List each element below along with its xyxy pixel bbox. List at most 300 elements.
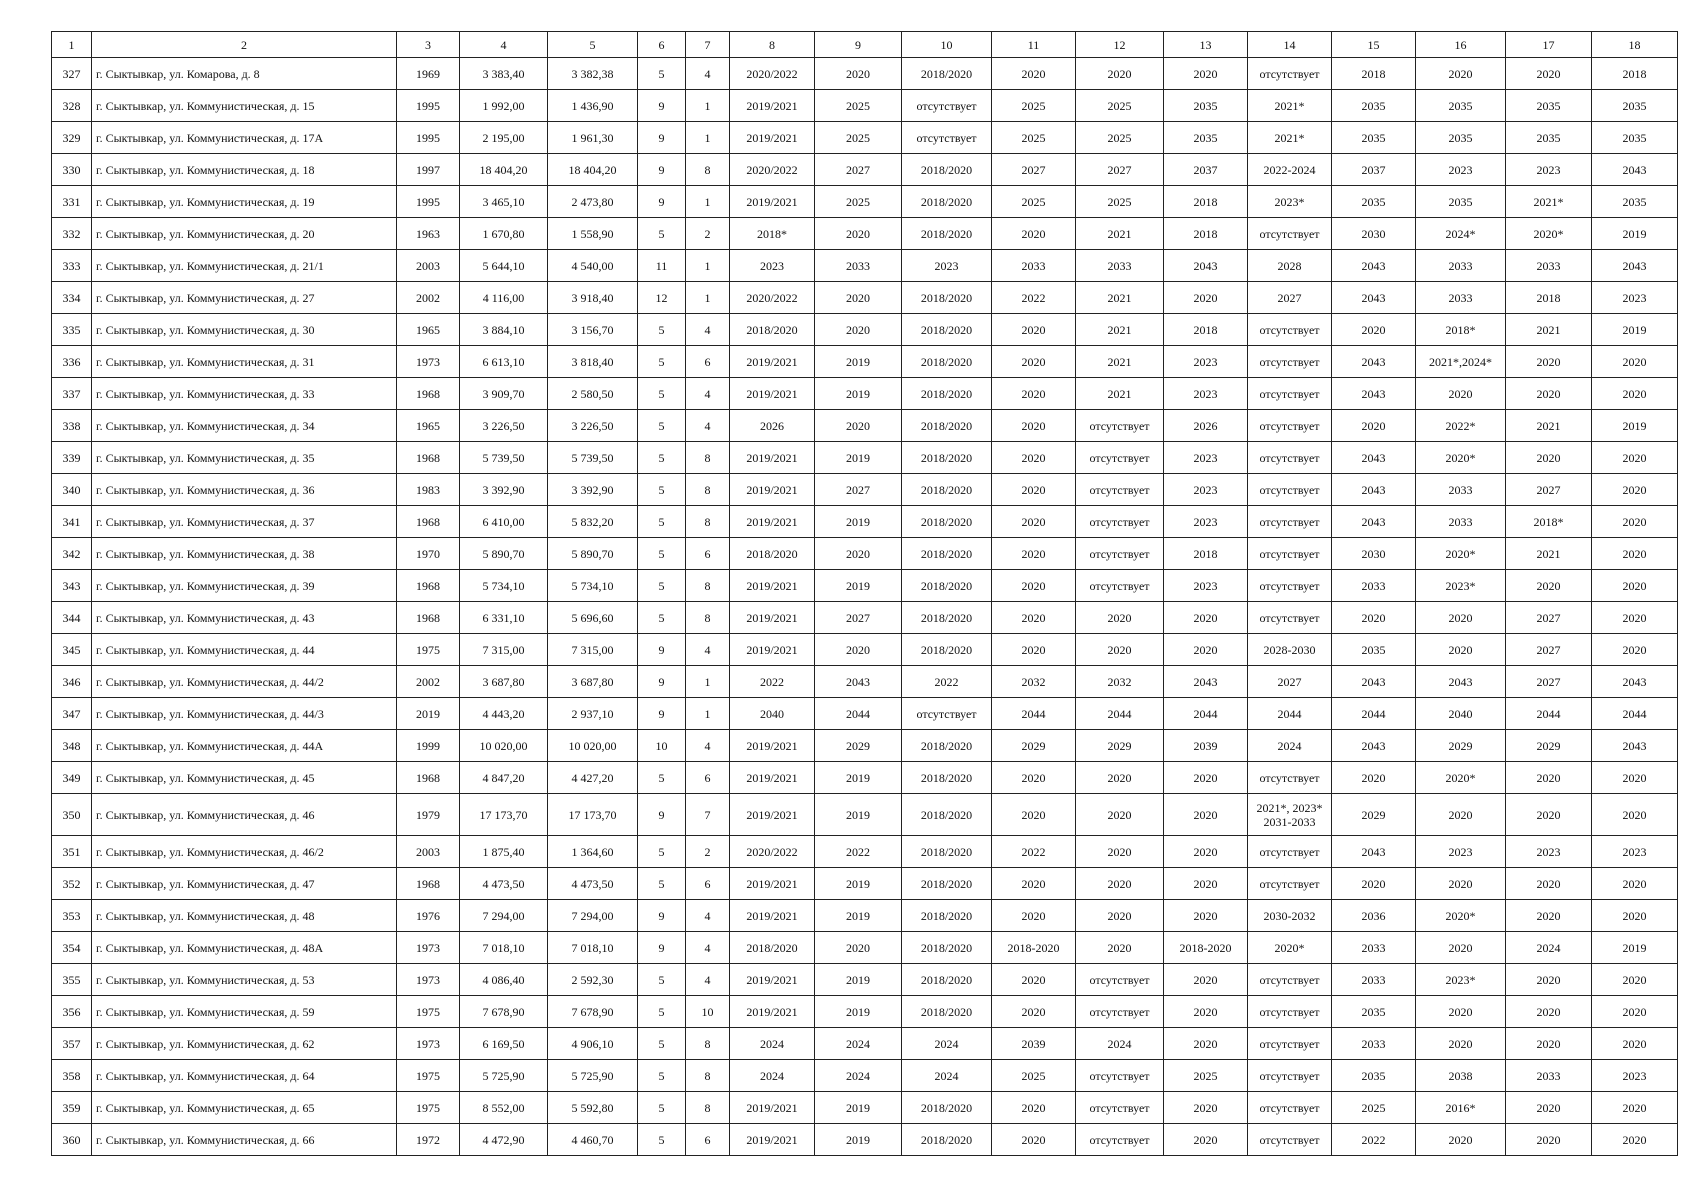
- table-cell: 7 315,00: [460, 634, 548, 666]
- address-cell: г. Сыктывкар, ул. Коммунистическая, д. 20: [92, 218, 397, 250]
- table-cell: отсутствует: [902, 698, 992, 730]
- table-cell: 2025: [815, 186, 902, 218]
- table-cell: 1: [686, 186, 730, 218]
- table-cell: 2029: [992, 730, 1076, 762]
- table-cell: отсутствует: [1248, 346, 1332, 378]
- table-cell: 5: [638, 474, 686, 506]
- address-cell: г. Сыктывкар, ул. Коммунистическая, д. 47: [92, 868, 397, 900]
- table-cell: 9: [638, 900, 686, 932]
- table-cell: 2022: [902, 666, 992, 698]
- table-cell: 2033: [1416, 250, 1506, 282]
- table-cell: 8: [686, 602, 730, 634]
- table-row: [52, 570, 1678, 602]
- table-cell: 5 739,50: [460, 442, 548, 474]
- table-cell: 354: [52, 932, 92, 964]
- table-cell: 2036: [1332, 900, 1416, 932]
- table-cell: 2029: [1332, 794, 1416, 836]
- column-number-cell: 15: [1332, 32, 1416, 58]
- table-cell: 5: [638, 1092, 686, 1124]
- table-cell: 2020: [1332, 762, 1416, 794]
- table-cell: 2027: [992, 154, 1076, 186]
- table-cell: 329: [52, 122, 92, 154]
- table-cell: 4 473,50: [548, 868, 638, 900]
- table-cell: 2020: [1592, 1124, 1678, 1156]
- table-cell: 2028: [1248, 250, 1332, 282]
- table-cell: 2019: [1592, 932, 1678, 964]
- table-cell: 331: [52, 186, 92, 218]
- table-cell: 5: [638, 410, 686, 442]
- table-cell: 6 410,00: [460, 506, 548, 538]
- table-cell: 8: [686, 1060, 730, 1092]
- table-cell: 334: [52, 282, 92, 314]
- table-cell: 1976: [397, 900, 460, 932]
- table-cell: 2020: [1164, 836, 1248, 868]
- table-cell: отсутствует: [1076, 1060, 1164, 1092]
- table-cell: 6 331,10: [460, 602, 548, 634]
- table-cell: 2019/2021: [730, 1092, 815, 1124]
- table-cell: 2023*: [1416, 570, 1506, 602]
- table-cell: 2018/2020: [902, 868, 992, 900]
- table-cell: 2018/2020: [730, 314, 815, 346]
- table-cell: 2019/2021: [730, 900, 815, 932]
- address-cell: г. Сыктывкар, ул. Коммунистическая, д. 43: [92, 602, 397, 634]
- table-cell: 2: [686, 218, 730, 250]
- table-cell: 2020: [1506, 1092, 1592, 1124]
- table-cell: 2020: [992, 868, 1076, 900]
- table-cell: 2043: [1332, 346, 1416, 378]
- table-cell: 2030-2032: [1248, 900, 1332, 932]
- column-number-cell: 18: [1592, 32, 1678, 58]
- column-number-cell: 2: [92, 32, 397, 58]
- table-cell: 2 195,00: [460, 122, 548, 154]
- table-cell: 2021: [1076, 378, 1164, 410]
- table-cell: 1975: [397, 1092, 460, 1124]
- table-cell: 2019: [1592, 218, 1678, 250]
- table-cell: 2018/2020: [902, 410, 992, 442]
- table-cell: 5: [638, 602, 686, 634]
- table-cell: 2018/2020: [902, 346, 992, 378]
- table-cell: 17 173,70: [460, 794, 548, 836]
- table-cell: 2043: [1332, 506, 1416, 538]
- table-cell: 2018/2020: [902, 730, 992, 762]
- table-cell: отсутствует: [1248, 378, 1332, 410]
- table-cell: 2023: [1592, 836, 1678, 868]
- table-cell: 2019/2021: [730, 90, 815, 122]
- table-cell: 2 580,50: [548, 378, 638, 410]
- table-cell: 5: [638, 868, 686, 900]
- table-row: [52, 794, 1678, 836]
- table-cell: 8: [686, 570, 730, 602]
- table-cell: 1983: [397, 474, 460, 506]
- table-cell: 338: [52, 410, 92, 442]
- table-cell: 2027: [815, 474, 902, 506]
- table-cell: 1 558,90: [548, 218, 638, 250]
- table-cell: 2025: [992, 122, 1076, 154]
- table-cell: отсутствует: [1076, 410, 1164, 442]
- table-cell: 2028-2030: [1248, 634, 1332, 666]
- table-cell: 4: [686, 730, 730, 762]
- table-cell: 2019: [815, 378, 902, 410]
- table-cell: 2020*: [1248, 932, 1332, 964]
- table-cell: 2019: [1592, 410, 1678, 442]
- table-row: [52, 58, 1678, 90]
- table-cell: отсутствует: [1248, 474, 1332, 506]
- column-number-cell: 8: [730, 32, 815, 58]
- table-cell: 1963: [397, 218, 460, 250]
- table-cell: 2032: [992, 666, 1076, 698]
- table-cell: 2044: [1592, 698, 1678, 730]
- table-cell: 5: [638, 570, 686, 602]
- address-cell: г. Сыктывкар, ул. Коммунистическая, д. 44/2: [92, 666, 397, 698]
- table-cell: 1975: [397, 634, 460, 666]
- table-cell: 360: [52, 1124, 92, 1156]
- table-cell: отсутствует: [1248, 996, 1332, 1028]
- table-cell: 2020: [992, 1124, 1076, 1156]
- table-cell: 4: [686, 58, 730, 90]
- table-cell: 3 818,40: [548, 346, 638, 378]
- table-cell: 5: [638, 1060, 686, 1092]
- table-row: [52, 996, 1678, 1028]
- table-cell: 2044: [1332, 698, 1416, 730]
- table-cell: 2020: [1592, 634, 1678, 666]
- table-cell: 2023: [1592, 282, 1678, 314]
- table-cell: 2021: [1076, 282, 1164, 314]
- table-cell: 2020: [992, 794, 1076, 836]
- table-cell: 2018: [1164, 218, 1248, 250]
- table-cell: 2019/2021: [730, 1124, 815, 1156]
- table-cell: 328: [52, 90, 92, 122]
- table-cell: 2043: [1332, 730, 1416, 762]
- table-cell: 5 890,70: [460, 538, 548, 570]
- table-cell: 2022-2024: [1248, 154, 1332, 186]
- table-cell: отсутствует: [1248, 570, 1332, 602]
- table-cell: 1 436,90: [548, 90, 638, 122]
- table-cell: 333: [52, 250, 92, 282]
- table-cell: 2039: [1164, 730, 1248, 762]
- table-cell: 2044: [1506, 698, 1592, 730]
- table-cell: 2035: [1332, 996, 1416, 1028]
- column-number-cell: 5: [548, 32, 638, 58]
- table-cell: 2020: [1506, 762, 1592, 794]
- table-cell: 2018: [1164, 538, 1248, 570]
- table-cell: 2020: [1076, 794, 1164, 836]
- table-cell: 2020: [1076, 634, 1164, 666]
- table-cell: 2019/2021: [730, 730, 815, 762]
- table-cell: 5 725,90: [460, 1060, 548, 1092]
- table-cell: 2020: [1164, 964, 1248, 996]
- address-cell: г. Сыктывкар, ул. Коммунистическая, д. 27: [92, 282, 397, 314]
- table-cell: 4 540,00: [548, 250, 638, 282]
- table-cell: 2020: [1076, 932, 1164, 964]
- table-row: [52, 1028, 1678, 1060]
- table-cell: 2035: [1332, 1060, 1416, 1092]
- table-cell: 2044: [1076, 698, 1164, 730]
- table-cell: 2 937,10: [548, 698, 638, 730]
- table-cell: 2023: [902, 250, 992, 282]
- column-number-cell: 12: [1076, 32, 1164, 58]
- table-cell: 2043: [1332, 442, 1416, 474]
- table-cell: отсутствует: [1248, 218, 1332, 250]
- table-cell: отсутствует: [1076, 538, 1164, 570]
- table-cell: 2020: [1506, 378, 1592, 410]
- address-cell: г. Сыктывкар, ул. Коммунистическая, д. 59: [92, 996, 397, 1028]
- table-cell: 2020: [1506, 1028, 1592, 1060]
- address-cell: г. Сыктывкар, ул. Коммунистическая, д. 53: [92, 964, 397, 996]
- table-cell: 2020: [992, 218, 1076, 250]
- table-cell: 1968: [397, 506, 460, 538]
- table-cell: отсутствует: [1248, 58, 1332, 90]
- table-cell: 2043: [1332, 474, 1416, 506]
- table-cell: 9: [638, 794, 686, 836]
- table-cell: 2024: [815, 1028, 902, 1060]
- column-number-cell: 16: [1416, 32, 1506, 58]
- table-cell: 2020: [1592, 602, 1678, 634]
- table-cell: 2018*: [1506, 506, 1592, 538]
- table-cell: 2003: [397, 250, 460, 282]
- table-cell: 4: [686, 964, 730, 996]
- table-cell: 5: [638, 1124, 686, 1156]
- table-cell: 2020: [1164, 1092, 1248, 1124]
- table-cell: 2043: [1164, 666, 1248, 698]
- table-cell: 2037: [1164, 154, 1248, 186]
- table-cell: 2027: [1506, 602, 1592, 634]
- table-cell: 5: [638, 58, 686, 90]
- table-cell: 3 909,70: [460, 378, 548, 410]
- table-row: [52, 698, 1678, 730]
- table-cell: 2018-2020: [992, 932, 1076, 964]
- table-cell: 2019: [815, 900, 902, 932]
- table-cell: 3 392,90: [460, 474, 548, 506]
- table-cell: 2018/2020: [902, 538, 992, 570]
- table-cell: 5 644,10: [460, 250, 548, 282]
- table-cell: 2019: [815, 868, 902, 900]
- table-cell: 2025: [992, 1060, 1076, 1092]
- table-cell: 10: [686, 996, 730, 1028]
- table-cell: 7 294,00: [548, 900, 638, 932]
- table-cell: 2021: [1076, 314, 1164, 346]
- table-cell: 6: [686, 1124, 730, 1156]
- column-number-cell: 10: [902, 32, 992, 58]
- table-cell: 2020: [1592, 378, 1678, 410]
- table-cell: 347: [52, 698, 92, 730]
- table-cell: 2027: [815, 602, 902, 634]
- table-cell: 2024: [730, 1028, 815, 1060]
- table-cell: 2043: [1164, 250, 1248, 282]
- table-row: [52, 346, 1678, 378]
- table-cell: 2040: [1416, 698, 1506, 730]
- table-cell: 335: [52, 314, 92, 346]
- table-cell: 351: [52, 836, 92, 868]
- table-cell: 2018/2020: [902, 602, 992, 634]
- table-cell: 2020: [992, 900, 1076, 932]
- address-cell: г. Сыктывкар, ул. Коммунистическая, д. 48: [92, 900, 397, 932]
- table-cell: 9: [638, 186, 686, 218]
- table-cell: отсутствует: [1248, 538, 1332, 570]
- address-cell: г. Сыктывкар, ул. Коммунистическая, д. 66: [92, 1124, 397, 1156]
- address-cell: г. Сыктывкар, ул. Коммунистическая, д. 30: [92, 314, 397, 346]
- table-cell: 2020: [992, 506, 1076, 538]
- column-number-cell: 1: [52, 32, 92, 58]
- table-row: [52, 378, 1678, 410]
- table-cell: 2027: [1248, 282, 1332, 314]
- table-cell: 2020: [992, 442, 1076, 474]
- table-cell: 2020: [1332, 314, 1416, 346]
- table-row: [52, 964, 1678, 996]
- table-cell: отсутствует: [1248, 1124, 1332, 1156]
- table-cell: 2027: [1506, 666, 1592, 698]
- table-cell: 2020: [1506, 442, 1592, 474]
- table-cell: 2020: [1592, 964, 1678, 996]
- table-cell: 2020: [1592, 868, 1678, 900]
- table-cell: 4: [686, 900, 730, 932]
- header-row: [52, 32, 1678, 58]
- table-cell: 2033: [815, 250, 902, 282]
- table-cell: 2019/2021: [730, 570, 815, 602]
- table-cell: 2022: [992, 836, 1076, 868]
- table-cell: 2023: [1164, 506, 1248, 538]
- table-cell: 2020: [1076, 58, 1164, 90]
- table-cell: 2019: [815, 996, 902, 1028]
- table-cell: 2030: [1332, 218, 1416, 250]
- table-cell: 9: [638, 698, 686, 730]
- table-cell: 2027: [1506, 474, 1592, 506]
- table-cell: 2024: [730, 1060, 815, 1092]
- table-cell: 2024: [1076, 1028, 1164, 1060]
- address-cell: г. Сыктывкар, ул. Коммунистическая, д. 31: [92, 346, 397, 378]
- table-cell: 2038: [1416, 1060, 1506, 1092]
- table-cell: отсутствует: [1248, 442, 1332, 474]
- table-cell: 5 734,10: [548, 570, 638, 602]
- table-cell: 4 427,20: [548, 762, 638, 794]
- table-cell: 342: [52, 538, 92, 570]
- column-number-cell: 14: [1248, 32, 1332, 58]
- table-cell: 2030: [1332, 538, 1416, 570]
- table-cell: 3 465,10: [460, 186, 548, 218]
- table-cell: 2020: [1506, 346, 1592, 378]
- table-cell: 2033: [1332, 570, 1416, 602]
- table-cell: 2: [686, 836, 730, 868]
- table-cell: 2024: [815, 1060, 902, 1092]
- table-cell: 2020: [1592, 794, 1678, 836]
- table-cell: 2023: [1506, 154, 1592, 186]
- table-cell: 1995: [397, 186, 460, 218]
- table-cell: 2018-2020: [1164, 932, 1248, 964]
- table-cell: 4 116,00: [460, 282, 548, 314]
- table-cell: 18 404,20: [460, 154, 548, 186]
- table-cell: 2018/2020: [902, 314, 992, 346]
- table-cell: 345: [52, 634, 92, 666]
- table-cell: 2033: [1076, 250, 1164, 282]
- table-cell: 8 552,00: [460, 1092, 548, 1124]
- table-cell: 2020: [815, 634, 902, 666]
- table-cell: 2018: [1164, 314, 1248, 346]
- table-cell: 2035: [1164, 122, 1248, 154]
- table-cell: 6: [686, 762, 730, 794]
- table-cell: 8: [686, 1028, 730, 1060]
- table-cell: 2023: [1164, 442, 1248, 474]
- table-cell: 2043: [1592, 666, 1678, 698]
- table-cell: 2035: [1416, 186, 1506, 218]
- address-cell: г. Сыктывкар, ул. Коммунистическая, д. 64: [92, 1060, 397, 1092]
- table-cell: 5: [638, 218, 686, 250]
- table-cell: 2021: [1506, 314, 1592, 346]
- table-cell: отсутствует: [1248, 602, 1332, 634]
- table-cell: отсутствует: [1248, 1092, 1332, 1124]
- table-cell: отсутствует: [1248, 836, 1332, 868]
- table-cell: 2021: [1506, 538, 1592, 570]
- table-cell: 7 678,90: [548, 996, 638, 1028]
- table-cell: 2035: [1592, 186, 1678, 218]
- table-cell: 3 226,50: [460, 410, 548, 442]
- table-cell: 3 687,80: [548, 666, 638, 698]
- table-cell: 2021*, 2023* 2031-2033: [1248, 794, 1332, 836]
- table-cell: 2020: [1416, 634, 1506, 666]
- table-cell: 3 383,40: [460, 58, 548, 90]
- table-cell: 2019: [815, 1124, 902, 1156]
- table-cell: 2021: [1076, 218, 1164, 250]
- table-row: [52, 730, 1678, 762]
- table-cell: 2019: [815, 346, 902, 378]
- table-cell: 1975: [397, 996, 460, 1028]
- table-cell: 2019: [815, 506, 902, 538]
- address-cell: г. Сыктывкар, ул. Коммунистическая, д. 62: [92, 1028, 397, 1060]
- table-cell: 2018/2020: [902, 506, 992, 538]
- table-cell: 2035: [1592, 90, 1678, 122]
- table-cell: отсутствует: [1076, 964, 1164, 996]
- table-cell: 2035: [1416, 122, 1506, 154]
- table-cell: 4: [686, 378, 730, 410]
- table-cell: 2043: [1332, 836, 1416, 868]
- table-cell: 2016*: [1416, 1092, 1506, 1124]
- table-row: [52, 634, 1678, 666]
- table-cell: 2019/2021: [730, 442, 815, 474]
- table-row: [52, 666, 1678, 698]
- table-cell: 1 992,00: [460, 90, 548, 122]
- table-row: [52, 474, 1678, 506]
- table-cell: 2020: [1592, 1028, 1678, 1060]
- table-cell: 2019/2021: [730, 474, 815, 506]
- address-cell: г. Сыктывкар, ул. Коммунистическая, д. 38: [92, 538, 397, 570]
- address-cell: г. Сыктывкар, ул. Коммунистическая, д. 34: [92, 410, 397, 442]
- table-cell: 2023*: [1248, 186, 1332, 218]
- table-cell: 1 875,40: [460, 836, 548, 868]
- address-cell: г. Сыктывкар, ул. Коммунистическая, д. 18: [92, 154, 397, 186]
- column-number-cell: 9: [815, 32, 902, 58]
- table-cell: 2020: [992, 346, 1076, 378]
- table-cell: 6 613,10: [460, 346, 548, 378]
- table-cell: 7: [686, 794, 730, 836]
- table-cell: 341: [52, 506, 92, 538]
- table-cell: 2043: [1592, 730, 1678, 762]
- address-cell: г. Сыктывкар, ул. Комарова, д. 8: [92, 58, 397, 90]
- address-cell: г. Сыктывкар, ул. Коммунистическая, д. 37: [92, 506, 397, 538]
- table-cell: 2025: [992, 90, 1076, 122]
- table-cell: 2019: [815, 762, 902, 794]
- table-cell: 2033: [1506, 1060, 1592, 1092]
- table-cell: 1: [686, 250, 730, 282]
- table-body: [52, 32, 1678, 1156]
- table-cell: 2020: [1592, 1092, 1678, 1124]
- table-cell: 2043: [1332, 378, 1416, 410]
- table-cell: 7 294,00: [460, 900, 548, 932]
- table-cell: 2023: [1164, 474, 1248, 506]
- table-cell: 2018*: [730, 218, 815, 250]
- table-cell: 2018/2020: [730, 932, 815, 964]
- table-cell: 2020: [1164, 58, 1248, 90]
- table-cell: 2020: [1592, 996, 1678, 1028]
- table-cell: 2018/2020: [902, 762, 992, 794]
- table-cell: 2018/2020: [902, 154, 992, 186]
